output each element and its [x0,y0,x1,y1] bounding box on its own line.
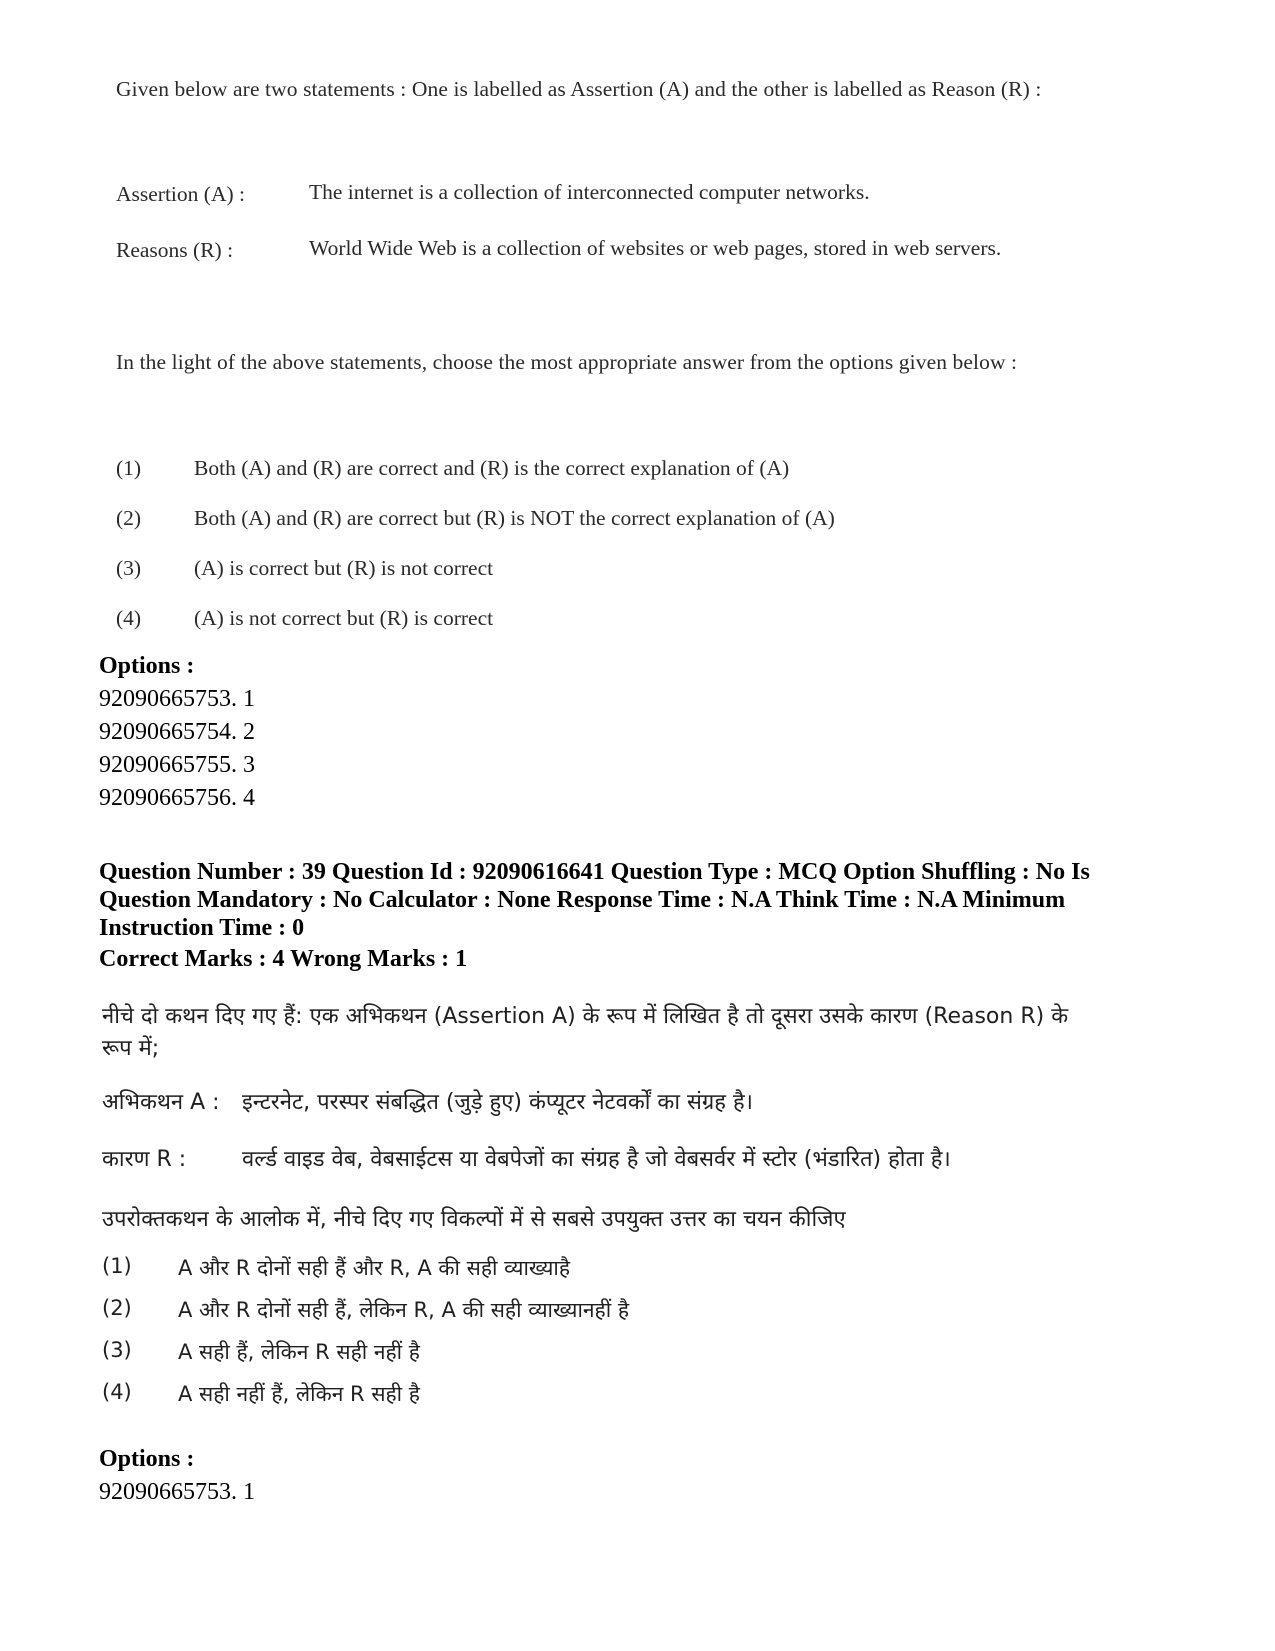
option-id: 92090665753. 1 [99,1479,255,1505]
hindi-intro-line-2: रूप में; [102,1036,160,1061]
marks-line: Correct Marks : 4 Wrong Marks : 1 [99,946,468,972]
reason-text: World Wide Web is a collection of websites or web pages, stored in web servers. [309,236,1002,260]
option-id: 92090665756. 4 [99,785,255,811]
choice-text: A और R दोनों सही हैं और R, A की सही व्याख्याहै [178,1256,570,1280]
choice-number: (1) [116,456,142,480]
options-heading: Options : [99,1446,195,1472]
choice-text: Both (A) and (R) are correct and (R) is the correct explanation of (A) [194,456,790,480]
choice-number: (3) [102,1338,132,1362]
choice-text: (A) is not correct but (R) is correct [194,606,494,630]
choice-number: (1) [102,1254,132,1278]
choice-number: (4) [116,606,142,630]
options-heading: Options : [99,653,195,679]
hindi-reason-label: कारण R : [102,1147,187,1172]
choice-number: (2) [102,1296,132,1320]
hindi-assertion-text: इन्टरनेट, परस्पर संबद्धित (जुड़े हुए) कंप्यूटर नेटवर्कों का संग्रह है। [242,1090,753,1115]
choice-text: A सही हैं, लेकिन R सही नहीं है [178,1340,420,1364]
q38-instruction-text: In the light of the above statements, choose the most appropriate answer from the options given below : [116,350,1018,374]
choice-text: A सही नहीं हैं, लेकिन R सही है [178,1382,420,1406]
q38-instruction [116,342,1116,383]
option-id: 92090665754. 2 [99,719,255,745]
reason-label: Reasons (R) : [116,238,234,262]
assertion-text: The internet is a collection of interconnected computer networks. [309,180,870,204]
assertion-label: Assertion (A) : [116,182,245,206]
hindi-assertion-label: अभिकथन A : [102,1090,220,1115]
option-id: 92090665755. 3 [99,752,255,778]
choice-text: A और R दोनों सही हैं, लेकिन R, A की सही व्याख्यानहीं है [178,1298,629,1322]
hindi-intro [102,1000,1068,1030]
choice-text: Both (A) and (R) are correct but (R) is NOT the correct explanation of (A) [194,506,835,530]
hindi-reason-text: वर्ल्ड वाइड वेब, वेबसाईटस या वेबपेजों का संग्रह है जो वेबसर्वर में स्टोर (भंडारित) होता है। [242,1147,951,1172]
hindi-instruction-text: उपरोक्तकथन के आलोक में, नीचे दिए गए विकल्पों में से सबसे उपयुक्त उत्तर का चयन कीजिए [102,1207,846,1232]
choice-number: (4) [102,1380,132,1404]
choice-text: (A) is correct but (R) is not correct [194,556,494,580]
q38-intro [116,69,1116,110]
q38-intro-text: Given below are two statements : One is labelled as Assertion (A) and the other is labelled as Reason (R) : [116,77,1042,101]
choice-number: (2) [116,506,142,530]
question-meta: Question Number : 39 Question Id : 92090616641 Question Type : MCQ Option Shuffling : No Is Question Mandatory : No Calculator : None Response Time : N.A Think Time : N.A Minimum Instruction Time : 0 [99,859,1090,941]
hindi-intro-line-1: नीचे दो कथन दिए गए हैं: एक अभिकथन (Assertion A) के रूप में लिखित है तो दूसरा उसके कारण (Reason R) के [102,1004,1069,1029]
choice-number: (3) [116,556,142,580]
option-id: 92090665753. 1 [99,686,255,712]
hindi-intro-cont [102,1032,159,1062]
